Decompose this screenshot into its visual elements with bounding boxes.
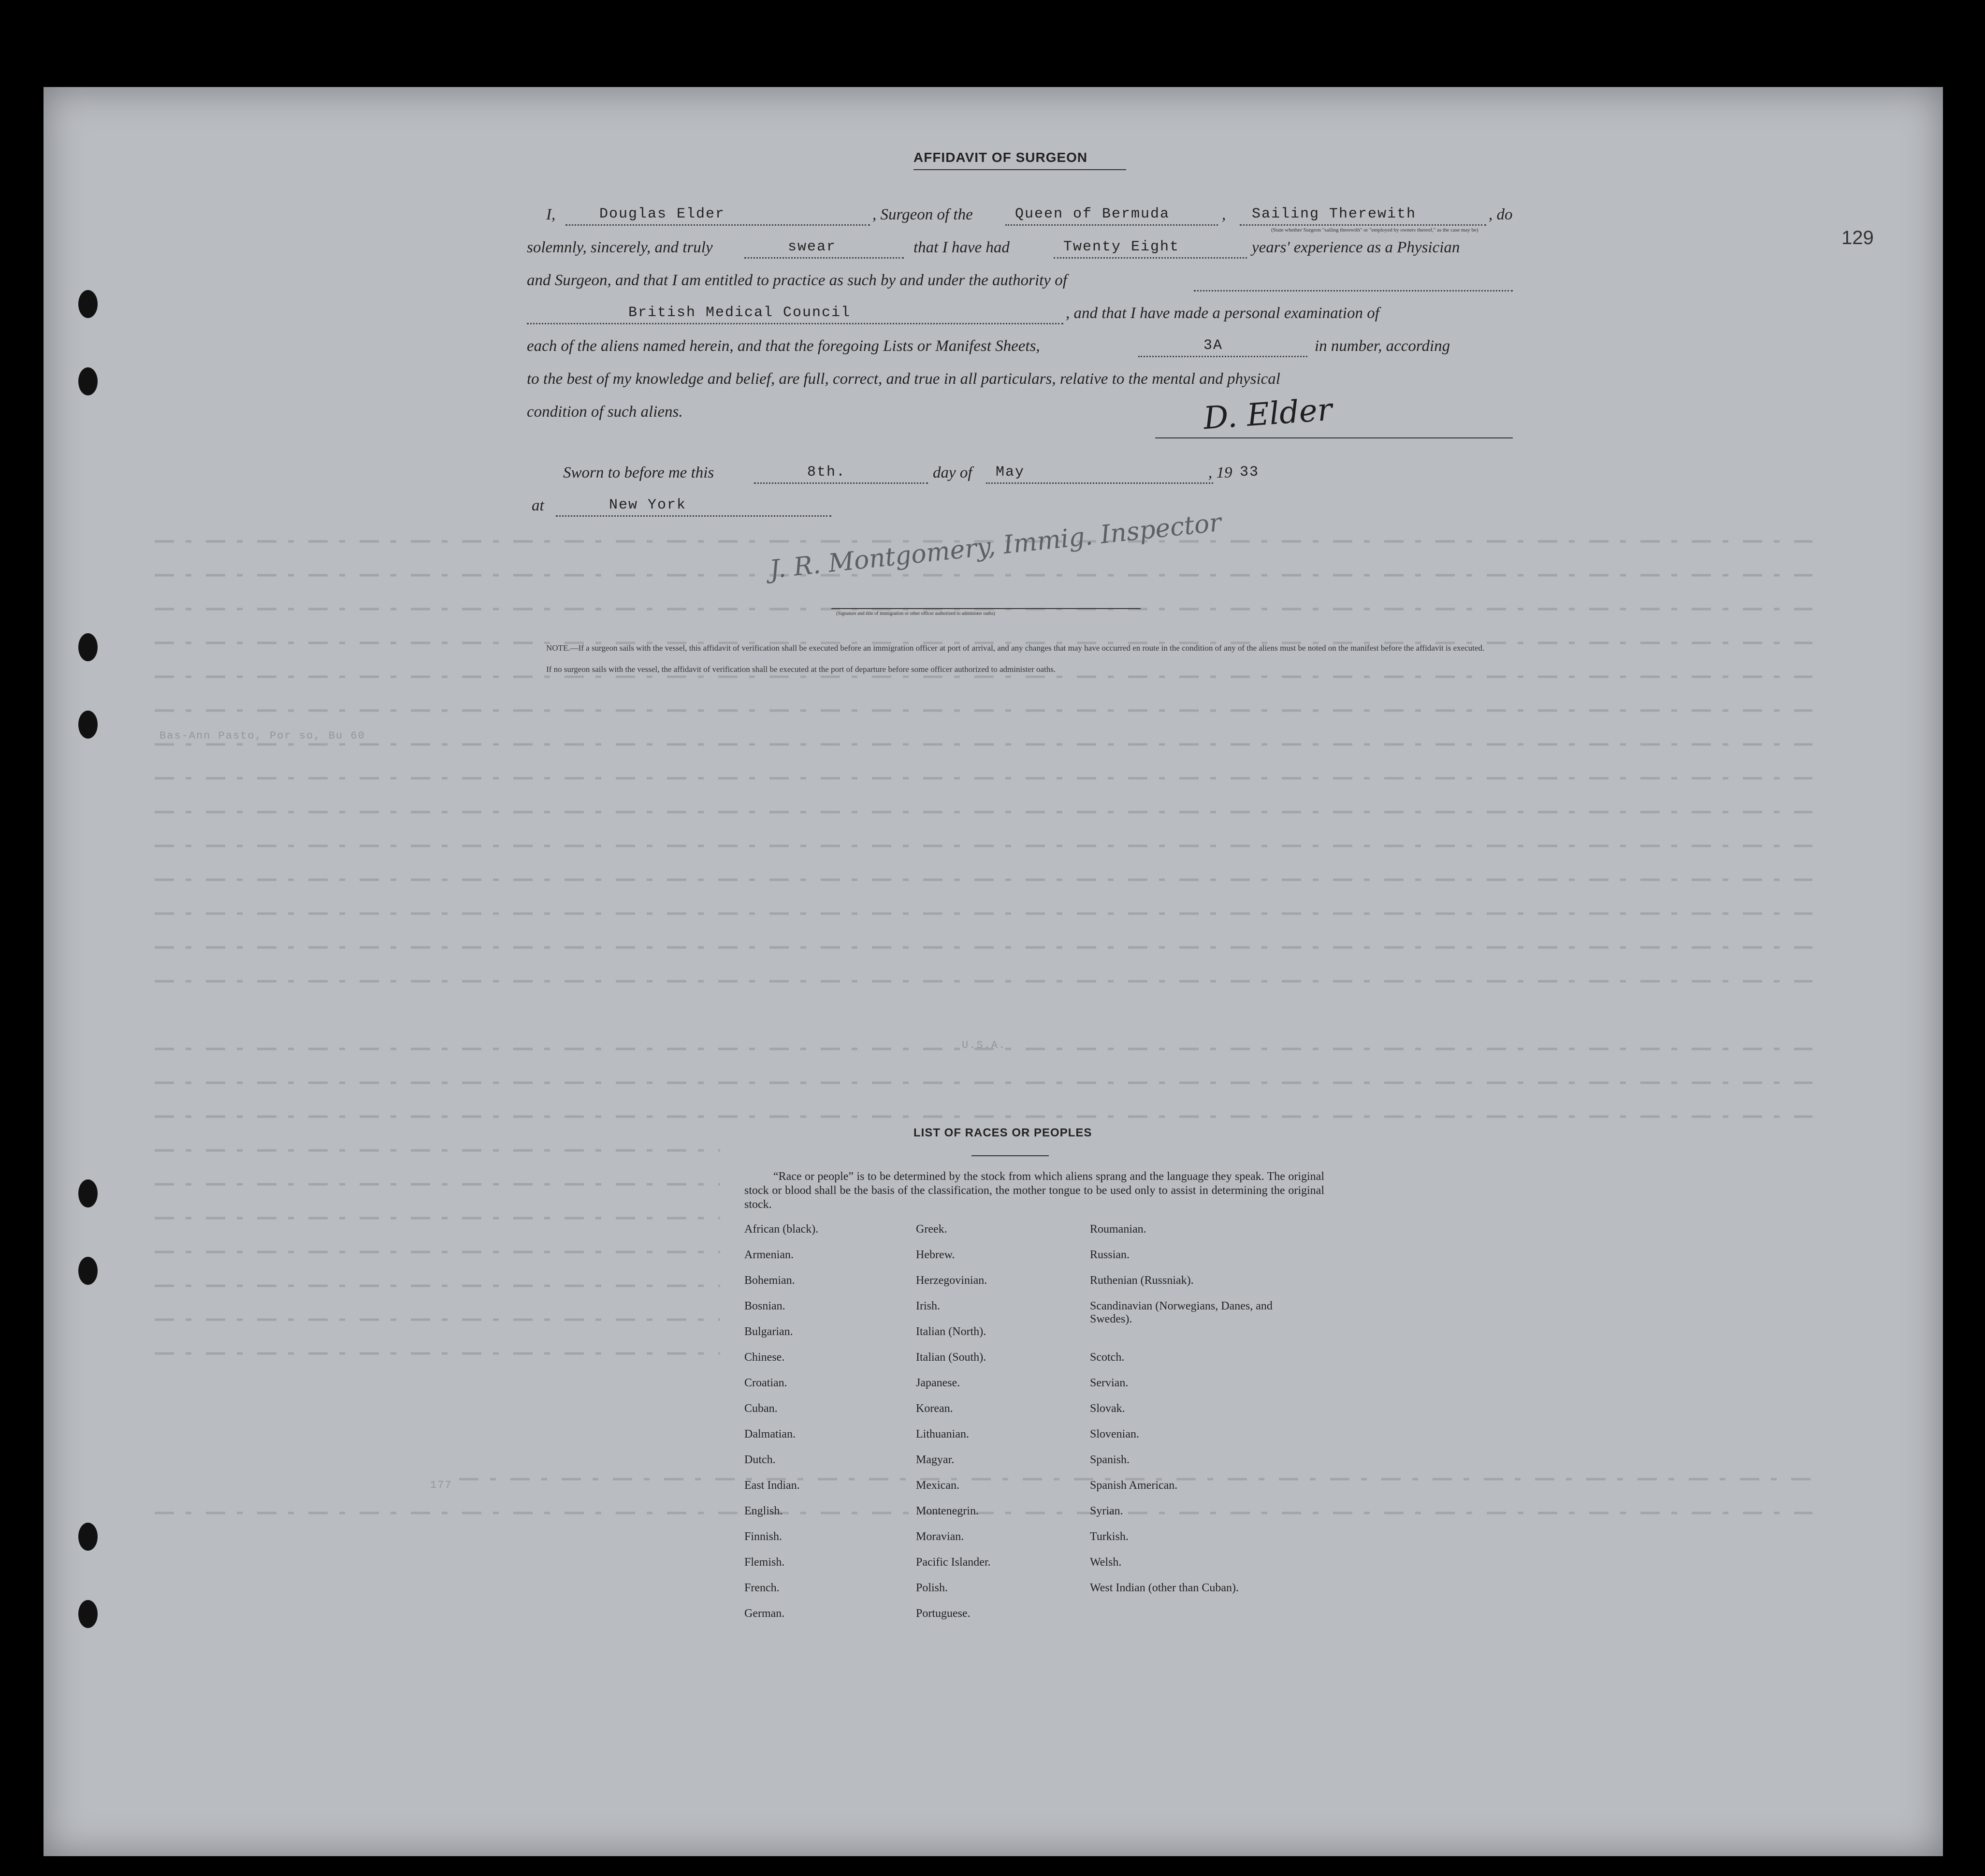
authority-line-top bbox=[1194, 290, 1513, 291]
text-at: at bbox=[532, 497, 544, 514]
race-item: Syrian. bbox=[1090, 1505, 1123, 1517]
race-item: Scandinavian (Norwegians, Danes, and Swedes). bbox=[1090, 1300, 1273, 1325]
surgeon-name: Douglas Elder bbox=[599, 206, 725, 222]
years-line bbox=[1054, 257, 1247, 259]
race-item: Spanish. bbox=[1090, 1454, 1130, 1466]
race-item: East Indian. bbox=[744, 1479, 800, 1492]
race-item: Moravian. bbox=[916, 1530, 964, 1543]
month-line bbox=[986, 482, 1213, 484]
text-surgeon-of-the: , Surgeon of the bbox=[872, 206, 973, 223]
race-item: Dutch. bbox=[744, 1454, 776, 1466]
race-item: Finnish. bbox=[744, 1530, 782, 1543]
authority-line bbox=[527, 323, 1063, 324]
race-item: Slovenian. bbox=[1090, 1428, 1139, 1440]
text-i: I, bbox=[546, 206, 556, 223]
status-line bbox=[1240, 224, 1486, 226]
text-aliens-named: each of the aliens named herein, and that the foregoing Lists or Manifest Sheets, bbox=[527, 337, 1040, 355]
text-solemnly: solemnly, sincerely, and truly bbox=[527, 239, 713, 256]
race-item: Irish. bbox=[916, 1300, 940, 1312]
race-item: Armenian. bbox=[744, 1249, 794, 1261]
race-item: Montenegrin. bbox=[916, 1505, 979, 1517]
sheets-line bbox=[1138, 356, 1307, 357]
page-number: 129 bbox=[1841, 227, 1874, 248]
race-item: Portuguese. bbox=[916, 1607, 971, 1620]
race-item: Bohemian. bbox=[744, 1274, 795, 1287]
text-nineteen: , 19 bbox=[1208, 464, 1232, 481]
race-item: Japanese. bbox=[916, 1377, 960, 1389]
race-item: Italian (South). bbox=[916, 1351, 986, 1364]
race-item: Magyar. bbox=[916, 1454, 955, 1466]
signature-line bbox=[1155, 437, 1513, 438]
race-item: Flemish. bbox=[744, 1556, 785, 1569]
sheets-count: 3A bbox=[1203, 337, 1223, 354]
text-in-number: in number, according bbox=[1315, 337, 1450, 355]
race-item: Bosnian. bbox=[744, 1300, 785, 1312]
race-item: Welsh. bbox=[1090, 1556, 1122, 1569]
race-item: Scotch. bbox=[1090, 1351, 1125, 1364]
note-surgeon-sails: NOTE.—If a surgeon sails with the vessel, this affidavit of verification shall be executed before an immigration officer at port of arrival, and any changes that may have occurred en route in the condition of any of the aliens must be noted on the manifest before the affidavit is executed. bbox=[546, 643, 1485, 653]
surgeon-name-line bbox=[565, 224, 870, 226]
race-item: English. bbox=[744, 1505, 783, 1517]
race-item: West Indian (other than Cuban). bbox=[1090, 1582, 1239, 1594]
bleed-through-text: U.S.A. bbox=[962, 1039, 1006, 1051]
race-item: Dalmatian. bbox=[744, 1428, 796, 1440]
text-knowledge-belief: to the best of my knowledge and belief, are full, correct, and true in all particulars, relative to the mental and physical bbox=[527, 370, 1280, 388]
race-item: Cuban. bbox=[744, 1402, 778, 1415]
ship-name-line bbox=[1005, 224, 1218, 226]
officer-caption: (Signature and title of immigration or other officer authorized to administer oaths) bbox=[836, 611, 995, 616]
text-years-experience: years' experience as a Physician bbox=[1252, 239, 1460, 256]
races-title: LIST OF RACES OR PEOPLES bbox=[913, 1126, 1092, 1139]
affidavit-title: AFFIDAVIT OF SURGEON bbox=[913, 150, 1088, 165]
years-experience: Twenty Eight bbox=[1063, 239, 1180, 255]
races-intro: “Race or people” is to be determined by the stock from which aliens sprang and the language they speak. The original stock or blood shall be the basis of the classification, the mother tongue to be used only to assist in determining the original stock. bbox=[744, 1170, 1324, 1211]
oath-type: swear bbox=[788, 239, 837, 255]
race-item: Italian (North). bbox=[916, 1325, 986, 1338]
officer-signature: J. R. Montgomery, Immig. Inspector bbox=[768, 508, 1223, 584]
text-that-i-have-had: that I have had bbox=[913, 239, 1010, 256]
race-item: Herzegovinian. bbox=[916, 1274, 987, 1287]
text-condition: condition of such aliens. bbox=[527, 403, 683, 421]
title-underline bbox=[913, 169, 1126, 170]
race-item: Pacific Islander. bbox=[916, 1556, 991, 1569]
race-item: Turkish. bbox=[1090, 1530, 1129, 1543]
surgeon-status: Sailing Therewith bbox=[1252, 206, 1417, 222]
day-line bbox=[754, 482, 928, 484]
race-item: French. bbox=[744, 1582, 780, 1594]
manifest-page bbox=[43, 87, 1943, 1856]
race-item: Roumanian. bbox=[1090, 1223, 1146, 1236]
race-item: Servian. bbox=[1090, 1377, 1129, 1389]
sworn-year: 33 bbox=[1240, 464, 1260, 480]
text-do: , do bbox=[1489, 206, 1513, 223]
race-item: Polish. bbox=[916, 1582, 948, 1594]
races-title-underline bbox=[971, 1155, 1049, 1156]
race-item: Ruthenian (Russniak). bbox=[1090, 1274, 1194, 1287]
note-no-surgeon: If no surgeon sails with the vessel, the affidavit of verification shall be executed at the port of departure before some officer authorized to administer oaths. bbox=[546, 665, 1056, 674]
bleed-through-text: Bas-Ann Pasto, Por so, Bu 60 bbox=[159, 730, 365, 742]
bleed-through-text: 177 bbox=[430, 1479, 452, 1491]
text-comma: , bbox=[1222, 206, 1226, 223]
race-item: Korean. bbox=[916, 1402, 953, 1415]
race-item: Greek. bbox=[916, 1223, 947, 1236]
race-item: African (black). bbox=[744, 1223, 819, 1236]
race-item: German. bbox=[744, 1607, 785, 1620]
sworn-day: 8th. bbox=[807, 464, 846, 480]
oath-line bbox=[744, 257, 904, 259]
race-item: Spanish American. bbox=[1090, 1479, 1178, 1492]
text-and-surgeon: and Surgeon, and that I am entitled to practice as such by and under the authority of bbox=[527, 272, 1067, 289]
text-day-of: day of bbox=[933, 464, 972, 481]
race-item: Mexican. bbox=[916, 1479, 959, 1492]
race-item: Croatian. bbox=[744, 1377, 787, 1389]
race-item: Chinese. bbox=[744, 1351, 785, 1364]
race-item: Slovak. bbox=[1090, 1402, 1125, 1415]
sworn-month: May bbox=[996, 464, 1025, 480]
status-note: (State whether Surgeon "sailing therewith" or "employed by owners thereof," as the case may be) bbox=[1271, 227, 1478, 233]
text-personal-examination: , and that I have made a personal examination of bbox=[1066, 305, 1379, 322]
race-item: Russian. bbox=[1090, 1249, 1130, 1261]
ship-name: Queen of Bermuda bbox=[1015, 206, 1170, 222]
text-sworn: Sworn to before me this bbox=[563, 464, 714, 481]
surgeon-signature: D. Elder bbox=[1202, 392, 1333, 437]
place-line bbox=[556, 515, 831, 517]
race-item: Hebrew. bbox=[916, 1249, 955, 1261]
licensing-authority: British Medical Council bbox=[628, 305, 851, 321]
race-item: Lithuanian. bbox=[916, 1428, 969, 1440]
sworn-place: New York bbox=[609, 497, 687, 513]
officer-signature-line bbox=[831, 608, 1141, 609]
race-item: Bulgarian. bbox=[744, 1325, 793, 1338]
